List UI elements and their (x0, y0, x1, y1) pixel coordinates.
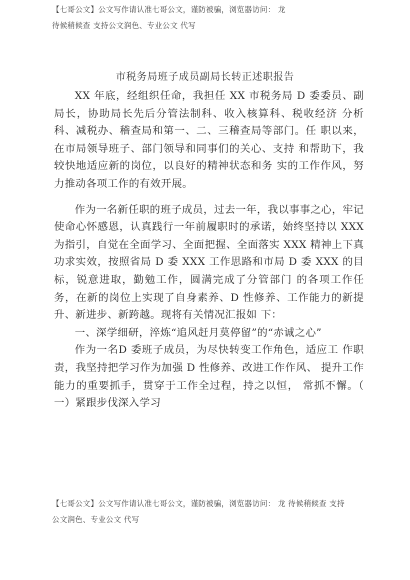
watermark-line: 【七哥公文】公文写作请认准七哥公文，谨防被骗，浏览器访问： 龙 待候稍候查 支持 (52, 499, 345, 508)
paragraph: 作为一名新任职的班子成员，过去一年，我以事事之心，牢记使命心怀感恩，认真践行一年前履职时的承诺，始终坚持以 XXX 为指引，自觉在全面学习、全面把握、全面落实 XXX 精神上下真功求实效，按照省局 D 委 XXX 工作思路和市局 D 委 XXX 的目标，锐意进取，勤勉工作，圆满完成了分管部门 的各项工作任务，在新的岗位上实现了自身素养、D 性修养、工作能力的新提升、新进步、新跨越。现将有关情况汇报如 下： (54, 203, 364, 322)
watermark-line: 待候稍候查 支持公文润色、专业公文 代写 (52, 21, 196, 30)
paragraph: 作为一名D 委班子成员，为尽快转变工作角色，适应工 作职责，我坚持把学习作为加强 D 性修养、改进工作作风、 提升工作能力的重要抓手，贯穿于工作全过程，持之以恒， 常抓不懈。（ 一）紧跟步伐深入学习 (54, 344, 364, 410)
document-body (54, 88, 364, 413)
paragraph: XX 年底，经组织任命，我担任 XX 市税务局 D 委委员、副局长，协助局长先后分管法制科、收入核算科、税收经济 分析科、减税办、稽查局和第一、二、三稽查局等部门。任 职以来，在市局领导班子、部门领导和同事们的关心、支持 和帮助下，我较快地适应新的岗位，以良好的精神状态和务 实的工作作风，努力推动各项工作的有效开展。 (54, 90, 364, 190)
document-title: 市税务局班子成员副局长转正述职报告 (115, 72, 295, 83)
watermark-notice-top (52, 2, 372, 34)
section-heading: 一、深学细研，淬炼“追风赶月莫停留”的“赤诚之心” (74, 326, 322, 339)
watermark-notice-bottom (52, 496, 372, 528)
watermark-line: 公文润色、专业公文 代写 (52, 515, 140, 524)
watermark-line: 【七哥公文】公文写作请认准七哥公文，谨防被骗，浏览器访问： 龙 (52, 5, 286, 14)
